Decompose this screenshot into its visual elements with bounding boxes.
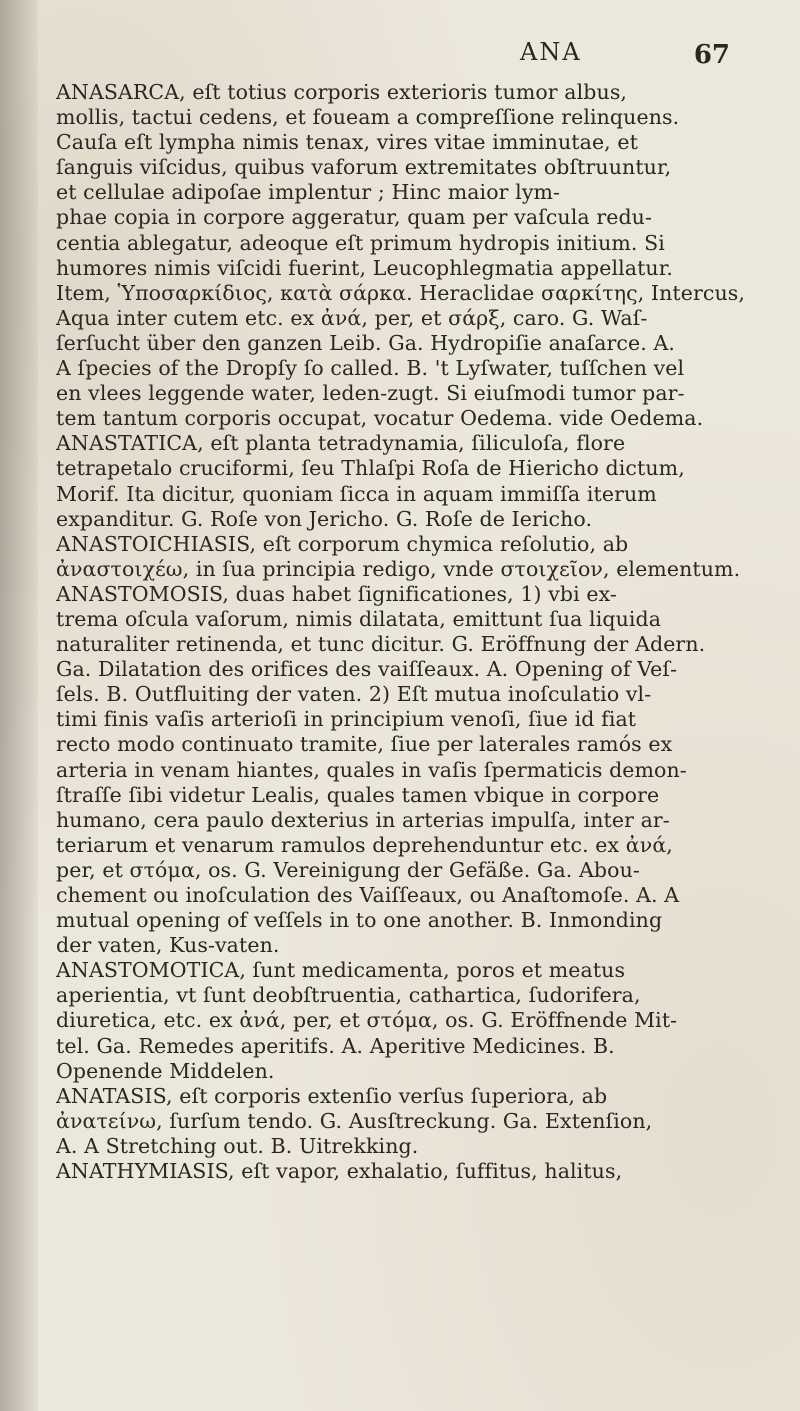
page-header [520,38,730,78]
text-line: ANATASIS, eſt corporis extenſio verſus ſuperiora, ab [56,1083,608,1108]
running-head: ANA [520,38,582,66]
text-line: centia ablegatur, adeoque eſt primum hydropis initium. Si [56,230,665,255]
text-line: per, et στόμα, os. G. Vereinigung der Gefäße. Ga. Abou- [56,857,640,882]
text-line: mutual opening of veſſels in to one another. B. Inmonding [56,908,663,933]
text-line: ANASTOMOTICA, ſunt medicamenta, poros et meatus [56,958,626,983]
text-line: Item, Ὑποσαρκίδιος, κατὰ σάρκα. Heraclidae σαρκίτης, Intercus, [56,280,745,305]
text-line: teriarum et venarum ramulos deprehenduntur etc. ex ἀνά, [56,832,673,857]
text-line: ſanguis viſcidus, quibus vaforum extremitates obſtruuntur, [56,155,672,180]
text-line: ANASTOICHIASIS, eſt corporum chymica reſolutio, ab [56,531,629,556]
text-line: humores nimis viſcidi fuerint, Leucophlegmatia appellatur. [56,255,673,280]
text-line: A ſpecies of the Dropſy ſo called. B. 't Lyſwater, tuſſchen vel [56,356,685,381]
text-line: trema oſcula vaſorum, nimis dilatata, emittunt ſua liquida [56,606,662,631]
text-line: Openende Middelen. [56,1058,275,1083]
text-line: Morif. Ita dicitur, quoniam ſicca in aquam immiſſa iterum [56,481,657,506]
text-line: humano, cera paulo dexterius in arterias impulſa, inter ar- [56,807,670,832]
text-line: diuretica, etc. ex ἀνά, per, et στόμα, os. G. Eröffnende Mit- [56,1008,678,1033]
text-line: der vaten, Kus-vaten. [56,933,280,958]
dictionary-text [56,80,768,1184]
text-line: tel. Ga. Remedes aperitifs. A. Aperitive Medicines. B. [56,1033,615,1058]
text-line: ἀνατείνω, ſurſum tendo. G. Ausſtreckung. Ga. Extenſion, [56,1108,653,1133]
text-line: et cellulae adipoſae implentur ; Hinc maior lym- [56,180,561,205]
text-line: timi finis vaſis arterioſi in principium venoſi, ſiue id fiat [56,707,637,732]
text-line: mollis, tactui cedens, et foueam a compreſſione relinquens. [56,105,680,130]
text-line: tetrapetalo cruciformi, ſeu Thlaſpi Roſa de Hiericho dictum, [56,456,685,481]
text-line: recto modo continuato tramite, ſiue per laterales ramós ex [56,732,673,757]
text-line: tem tantum corporis occupat, vocatur Oedema. vide Oedema. [56,406,704,431]
text-line: ſerſucht über den ganzen Leib. Ga. Hydropiſie anaſarce. A. [56,330,675,355]
page-gutter-shadow [0,0,38,1411]
text-line: ANATHYMIASIS, eſt vapor, exhalatio, ſuffitus, halitus, [56,1159,623,1184]
text-line: A. A Stretching out. B. Uitrekking. [56,1133,419,1158]
text-line: phae copia in corpore aggeratur, quam per vaſcula redu- [56,205,653,230]
text-line: expanditur. G. Roſe von Jericho. G. Roſe de Iericho. [56,506,593,531]
text-line: Aqua inter cutem etc. ex ἀνά, per, et σάρξ, caro. G. Waſ- [56,305,648,330]
text-line: ANASTOMOSIS, duas habet ſignificationes, 1) vbi ex- [56,581,617,606]
text-line: Ga. Dilatation des orifices des vaiſſeaux. A. Opening of Veſ- [56,657,678,682]
page-number: 67 [693,40,730,70]
text-line: arteria in venam hiantes, quales in vaſis ſpermaticis demon- [56,757,687,782]
text-line: ANASTATICA, eſt planta tetradynamia, ſiliculoſa, flore [56,431,626,456]
text-line: ἀναστοιχέω, in ſua principia redigo, vnde στοιχεῖον, elementum. [56,556,741,581]
text-line: Cauſa eſt lympha nimis tenax, vires vitae imminutae, et [56,130,638,155]
text-line: naturaliter retinenda, et tunc dicitur. G. Eröffnung der Adern. [56,632,706,657]
text-line: en vlees leggende water, leden-zugt. Si eiuſmodi tumor par- [56,381,685,406]
text-line: aperientia, vt ſunt deobſtruentia, cathartica, ſudorifera, [56,983,641,1008]
text-line: chement ou inoſculation des Vaiſſeaux, ou Anaſtomoſe. A. A [56,883,680,907]
text-line: ſtraſſe ſibi videtur Lealis, quales tamen vbique in corpore [56,782,660,807]
text-line: ANASARCA, eſt totius corporis exterioris tumor albus, [56,80,628,104]
text-line: ſels. B. Outfluiting der vaten. 2) Eſt mutua inoſculatio vl- [56,682,652,707]
